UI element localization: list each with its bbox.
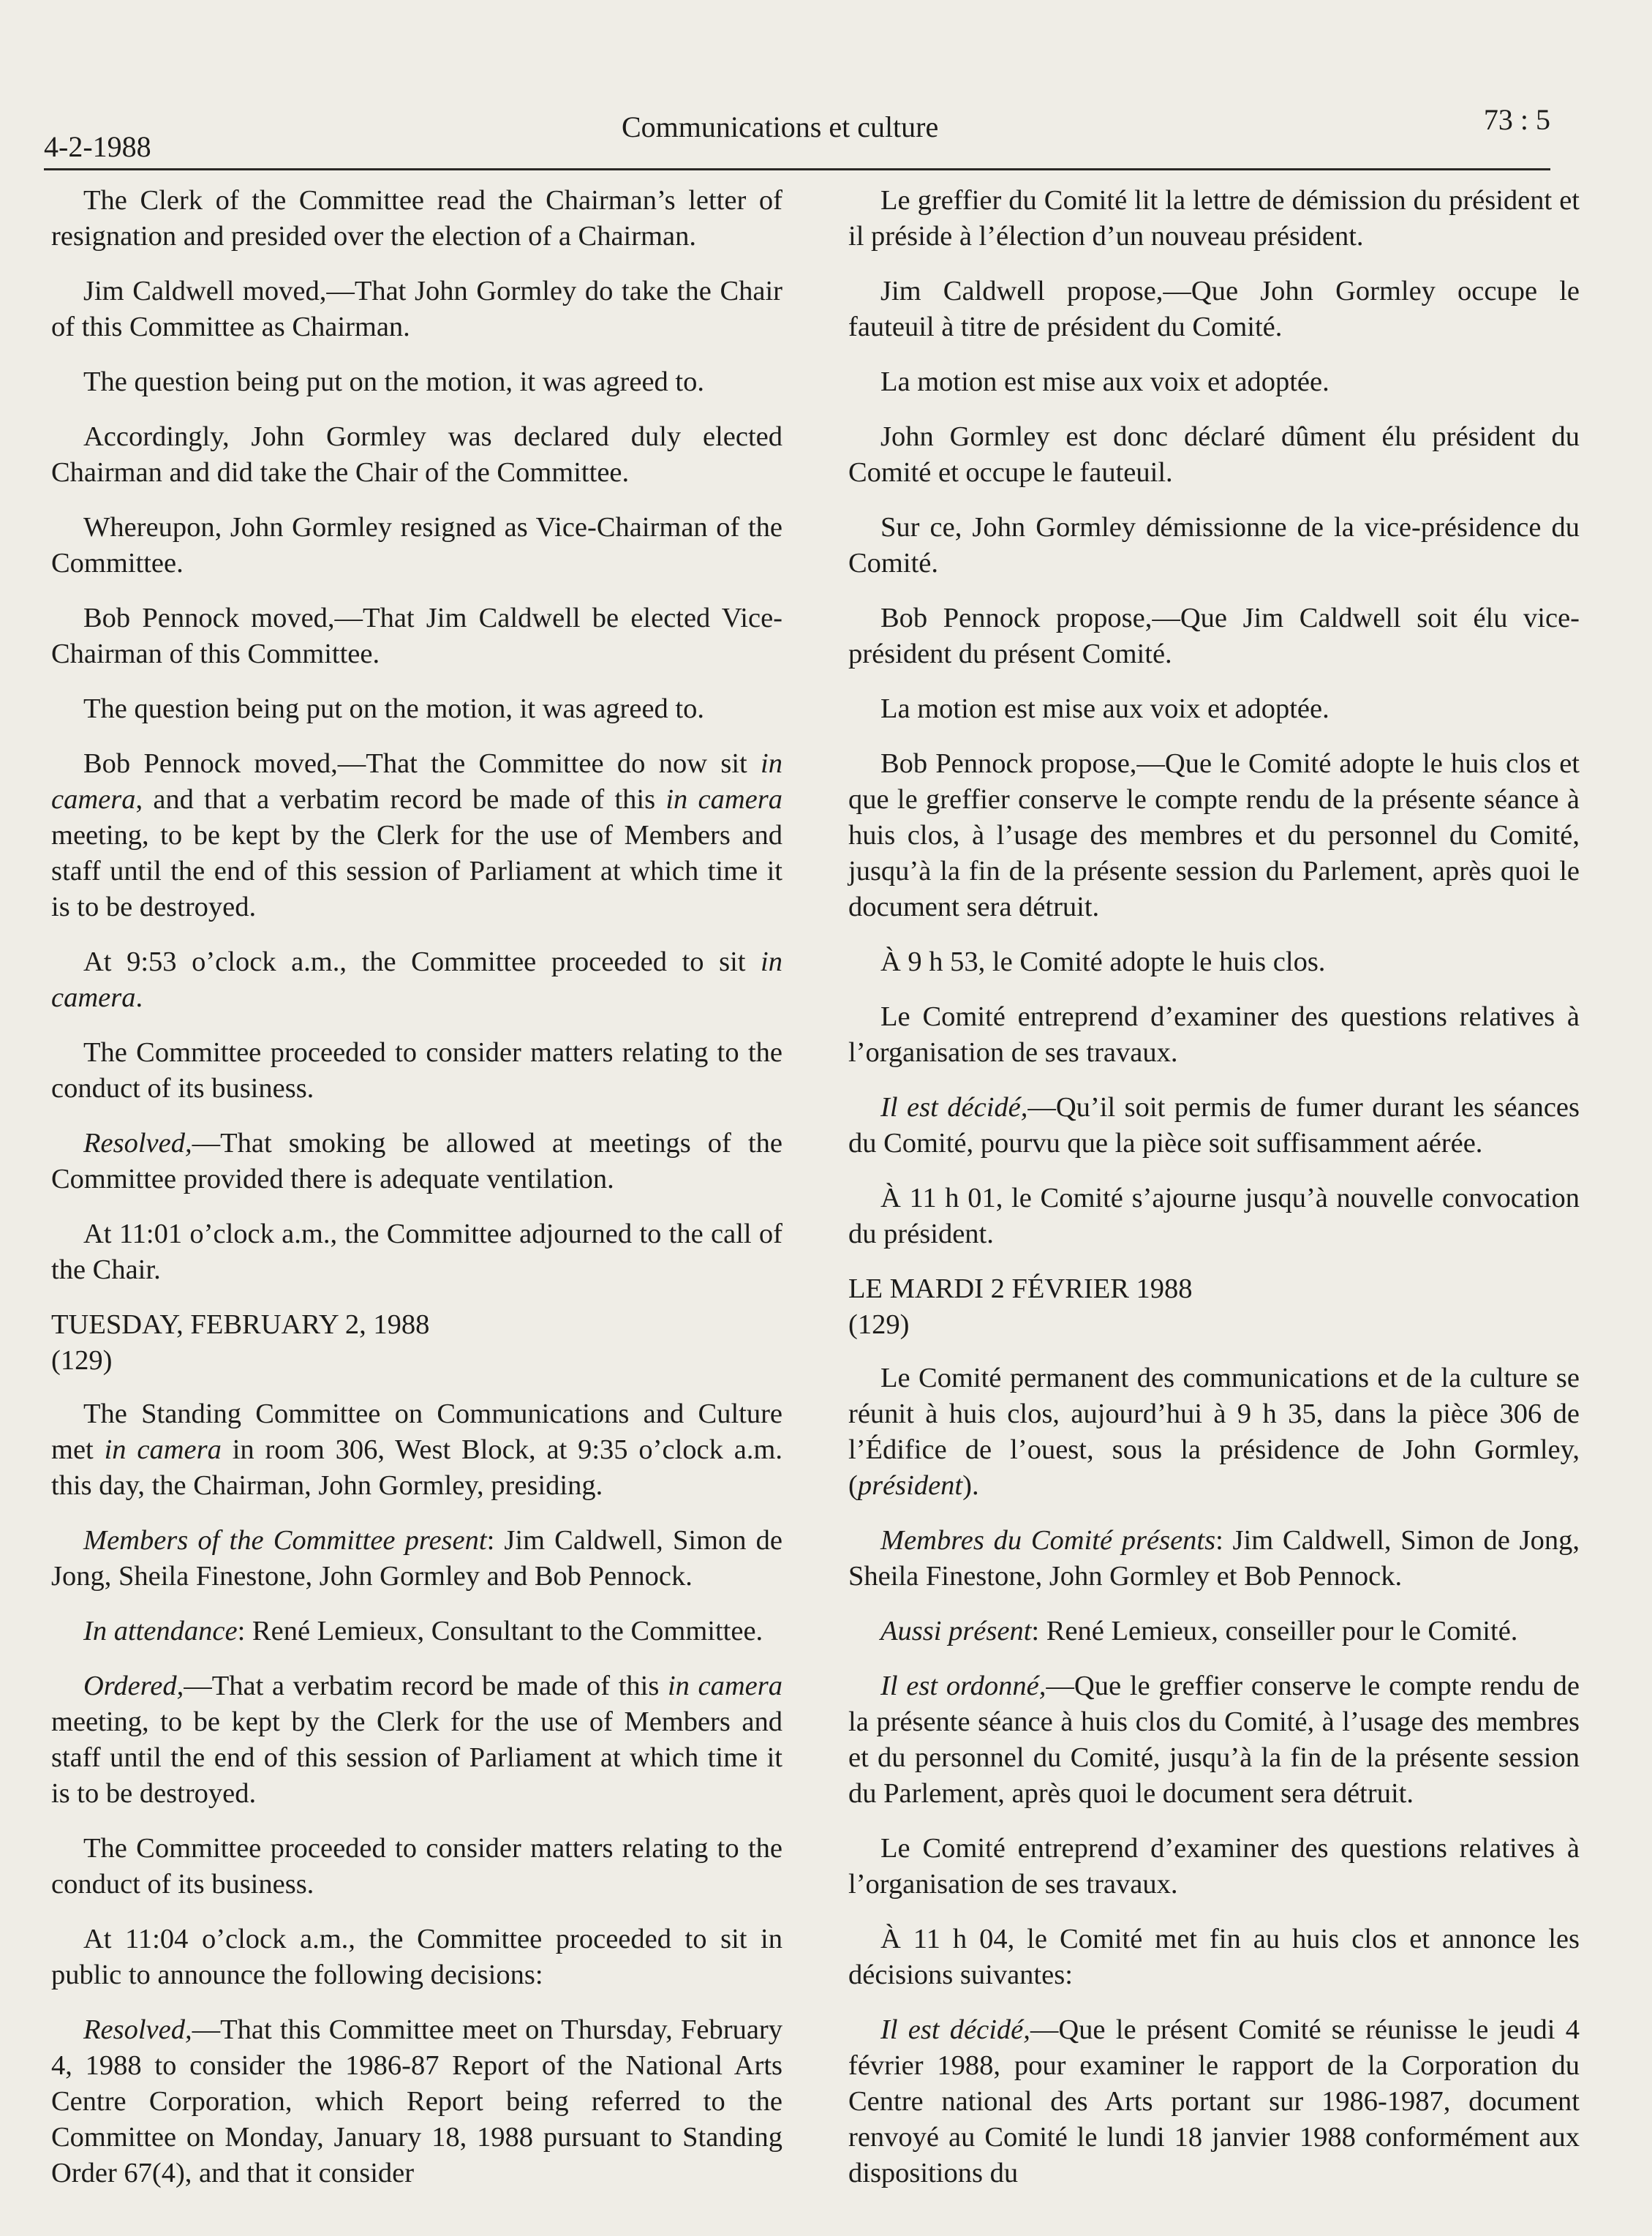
paragraph xyxy=(51,1396,782,1504)
paragraph xyxy=(51,2012,782,2191)
paragraph: The question being put on the motion, it was agreed to. xyxy=(83,366,704,397)
italic-run: Il est décidé, xyxy=(880,2014,1030,2045)
italic-run: in camera xyxy=(104,1434,222,1465)
paragraph xyxy=(848,1090,1580,1162)
italic-run: Il est ordonné, xyxy=(880,1671,1046,1701)
paragraph xyxy=(848,1360,1580,1504)
italic-run: Ordered, xyxy=(83,1671,184,1701)
text-run: —Que le présent Comité se réunisse le jeudi 4 février 1988, pour examiner le rapport de la Corporation du Centre national des Arts portant sur 1986-1987, document renvoyé au Comité le lundi 18 janvier 1988 conformément aux dispositions du xyxy=(848,2014,1580,2188)
italic-run: Aussi présent xyxy=(880,1616,1032,1646)
paragraph xyxy=(848,1523,1580,1595)
text-run: —Qu’il soit permis de fumer durant les séances du Comité, pourvu que la pièce soit suffisamment aérée. xyxy=(848,1092,1580,1159)
paragraph: Accordingly, John Gormley was declared duly elected Chairman and did take the Chair of the Committee. xyxy=(51,421,782,488)
paragraph: The Clerk of the Committee read the Chairman’s letter of resignation and presided over the election of a Chairman. xyxy=(51,185,782,252)
text-run: —That smoking be allowed at meetings of the Committee provided there is adequate ventilation. xyxy=(51,1128,782,1194)
paragraph xyxy=(848,2012,1580,2191)
italic-run: Members of the Committee present xyxy=(83,1525,487,1556)
page-header xyxy=(44,102,1550,170)
header-page-number: 73 : 5 xyxy=(1483,103,1550,136)
english-column xyxy=(51,183,782,2210)
meeting-date: TUESDAY, FEBRUARY 2, 1988 xyxy=(51,1309,430,1340)
paragraph: The Committee proceeded to consider matters relating to the conduct of its business. xyxy=(51,1833,782,1900)
italic-run: Resolved, xyxy=(83,1128,192,1159)
paragraph xyxy=(51,1523,782,1595)
meeting-number: (129) xyxy=(51,1345,113,1376)
text-run: At 9:53 o’clock a.m., the Committee proceeded to sit xyxy=(83,946,761,977)
paragraph: Bob Pennock propose,—Que Jim Caldwell soit élu vice-président du présent Comité. xyxy=(848,603,1580,669)
text-run: : René Lemieux, Consultant to the Committee. xyxy=(237,1616,763,1646)
paragraph: Bob Pennock propose,—Que le Comité adopte le huis clos et que le greffier conserve le compte rendu de la présente séance à huis clos, à l’usage des membres et du personnel du Comité, jusqu’à la fin de la présente session du Parlement, après quoi le document sera détruit. xyxy=(848,748,1580,922)
text-run: Le Comité permanent des communications et de la culture se réunit à huis clos, aujourd’hui à 9 h 35, dans la pièce 306 de l’Édifice de l’ouest, sous la présidence de John Gormley, ( xyxy=(848,1363,1580,1501)
paragraph: Le greffier du Comité lit la lettre de démission du président et il préside à l’élection d’un nouveau président. xyxy=(848,185,1580,252)
text-run: : Jim Caldwell, Simon de Jong, Sheila Finestone, John Gormley et Bob Pennock. xyxy=(848,1525,1580,1592)
paragraph: The Committee proceeded to consider matters relating to the conduct of its business. xyxy=(51,1037,782,1104)
meeting-date: LE MARDI 2 FÉVRIER 1988 xyxy=(848,1273,1193,1304)
french-column xyxy=(848,183,1580,2210)
paragraph: Bob Pennock moved,—That Jim Caldwell be elected Vice-Chairman of this Committee. xyxy=(51,603,782,669)
paragraph xyxy=(51,1668,782,1812)
text-run: , and that a verbatim record be made of this xyxy=(135,784,666,815)
paragraph: À 11 h 01, le Comité s’ajourne jusqu’à nouvelle convocation du président. xyxy=(848,1183,1580,1249)
paragraph: The question being put on the motion, it was agreed to. xyxy=(83,693,704,724)
paragraph: La motion est mise aux voix et adoptée. xyxy=(880,366,1329,397)
text-run: meeting, to be kept by the Clerk for the use of Members and staff until the end of this session of Parliament at which time it is to be destroyed. xyxy=(51,820,782,922)
paragraph xyxy=(848,1614,1580,1649)
italic-run: Il est décidé, xyxy=(880,1092,1028,1123)
italic-run: In attendance xyxy=(83,1616,238,1646)
italic-run: in camera xyxy=(51,946,782,1013)
text-run: —That a verbatim record be made of this xyxy=(184,1671,668,1701)
text-run: in room 306, West Block, at 9:35 o’clock a.m. this day, the Chairman, John Gormley, presiding. xyxy=(51,1434,782,1501)
meeting-number: (129) xyxy=(848,1309,910,1340)
text-run: . xyxy=(135,982,143,1013)
header-date: 4-2-1988 xyxy=(44,130,151,163)
paragraph xyxy=(51,1126,782,1197)
paragraph: Jim Caldwell propose,—Que John Gormley occupe le fauteuil à titre de président du Comité. xyxy=(848,276,1580,342)
text-run: Bob Pennock moved,—That the Committee do now sit xyxy=(83,748,761,779)
paragraph: Sur ce, John Gormley démissionne de la vice-présidence du Comité. xyxy=(848,512,1580,579)
paragraph: John Gormley est donc déclaré dûment élu président du Comité et occupe le fauteuil. xyxy=(848,421,1580,488)
paragraph: At 11:01 o’clock a.m., the Committee adjourned to the call of the Chair. xyxy=(51,1219,782,1285)
text-run: meeting, to be kept by the Clerk for the use of Members and staff until the end of this session of Parliament at which time it is to be destroyed. xyxy=(51,1706,782,1809)
paragraph: Le Comité entreprend d’examiner des questions relatives à l’organisation de ses travaux. xyxy=(848,1833,1580,1900)
paragraph: Jim Caldwell moved,—That John Gormley do take the Chair of this Committee as Chairman. xyxy=(51,276,782,342)
italic-run: Membres du Comité présents xyxy=(880,1525,1216,1556)
text-run: ). xyxy=(962,1470,979,1501)
paragraph: At 11:04 o’clock a.m., the Committee proceeded to sit in public to announce the following decisions: xyxy=(51,1924,782,1990)
paragraph xyxy=(51,1614,782,1649)
italic-run: in camera xyxy=(667,1671,782,1701)
italic-run: in camera xyxy=(665,784,782,815)
italic-run: in camera xyxy=(51,748,782,815)
paragraph xyxy=(51,746,782,925)
paragraph xyxy=(848,1668,1580,1812)
paragraph: La motion est mise aux voix et adoptée. xyxy=(880,693,1329,724)
paragraph: À 9 h 53, le Comité adopte le huis clos. xyxy=(880,946,1326,977)
text-run: The Standing Committee on Communications and Culture met xyxy=(51,1399,782,1465)
text-run: —Que le greffier conserve le compte rendu de la présente séance à huis clos du Comité, à l’usage des membres et du personnel du Comité, jusqu’à la fin de la présente session du Parlement, après quoi le document sera détruit. xyxy=(848,1671,1580,1809)
paragraph xyxy=(51,944,782,1016)
header-title: Communications et culture xyxy=(622,110,939,143)
italic-run: Resolved, xyxy=(83,2014,192,2045)
paragraph: Le Comité entreprend d’examiner des questions relatives à l’organisation de ses travaux. xyxy=(848,1001,1580,1068)
paragraph: À 11 h 04, le Comité met fin au huis clos et annonce les décisions suivantes: xyxy=(848,1924,1580,1990)
text-run: —That this Committee meet on Thursday, February 4, 1988 to consider the 1986-87 Report of the National Arts Centre Corporation, which Report being referred to the Committee on Monday, January 18, 1988 pursuant to Standing Order 67(4), and that it consider xyxy=(51,2014,782,2188)
paragraph: Whereupon, John Gormley resigned as Vice-Chairman of the Committee. xyxy=(51,512,782,579)
italic-run: président xyxy=(857,1470,963,1501)
text-run: : René Lemieux, conseiller pour le Comité. xyxy=(1031,1616,1518,1646)
text-run: : Jim Caldwell, Simon de Jong, Sheila Finestone, John Gormley and Bob Pennock. xyxy=(51,1525,782,1592)
